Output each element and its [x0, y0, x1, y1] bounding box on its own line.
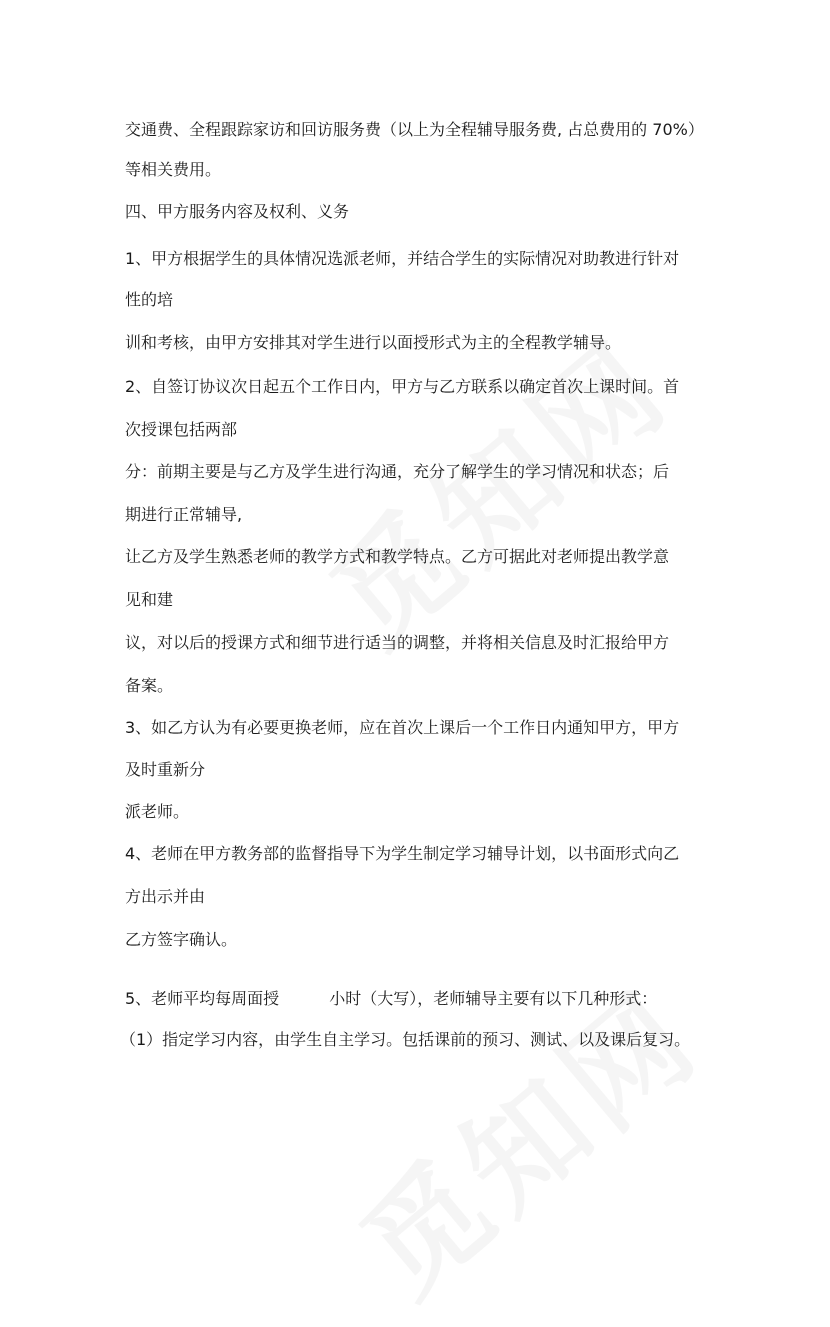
paragraph-line: 1、甲方根据学生的具体情况选派老师，并结合学生的实际情况对助教进行针对: [125, 249, 680, 268]
paragraph-line: 性的培: [125, 290, 174, 309]
paragraph-line: 4、老师在甲方教务部的监督指导下为学生制定学习辅导计划，以书面形式向乙: [125, 844, 680, 863]
paragraph-line: 及时重新分: [125, 760, 206, 779]
item5-text-start: 5、老师平均每周面授: [125, 989, 280, 1008]
paragraph-line: 让乙方及学生熟悉老师的教学方式和教学特点。乙方可据此对老师提出教学意: [125, 547, 670, 566]
paragraph-line: 交通费、全程跟踪家访和回访服务费（以上为全程辅导服务费, 占总费用的 70%）: [125, 120, 704, 139]
paragraph-line: 次授课包括两部: [125, 420, 238, 439]
paragraph-line: 分：前期主要是与乙方及学生进行沟通，充分了解学生的学习情况和状态；后: [125, 462, 670, 481]
paragraph-line: 2、自签订协议次日起五个工作日内，甲方与乙方联系以确定首次上课时间。首: [125, 377, 680, 396]
paragraph-line: 见和建: [125, 590, 174, 609]
paragraph-line: 议，对以后的授课方式和细节进行适当的调整，并将相关信息及时汇报给甲方: [125, 633, 670, 652]
paragraph-line: 训和考核，由甲方安排其对学生进行以面授形式为主的全程教学辅导。: [125, 333, 622, 352]
paragraph-line: 方出示并由: [125, 887, 206, 906]
paragraph-line: 备案。: [125, 676, 174, 695]
paragraph-line: 期进行正常辅导,: [125, 505, 243, 524]
item5-text-end: 小时（大写），老师辅导主要有以下几种形式：: [329, 989, 658, 1008]
paragraph-line-item5: [125, 989, 657, 1009]
paragraph-line: 乙方签字确认。: [125, 930, 238, 949]
paragraph-line: 四、甲方服务内容及权利、义务: [125, 202, 350, 221]
paragraph-line: 等相关费用。: [125, 160, 222, 179]
paragraph-line-item5-sub1: （1）指定学习内容，由学生自主学习。包括课前的预习、测试、以及课后复习。: [120, 1030, 691, 1049]
paragraph-line: 派老师。: [125, 802, 190, 821]
paragraph-line: 3、如乙方认为有必要更换老师，应在首次上课后一个工作日内通知甲方，甲方: [125, 718, 680, 737]
